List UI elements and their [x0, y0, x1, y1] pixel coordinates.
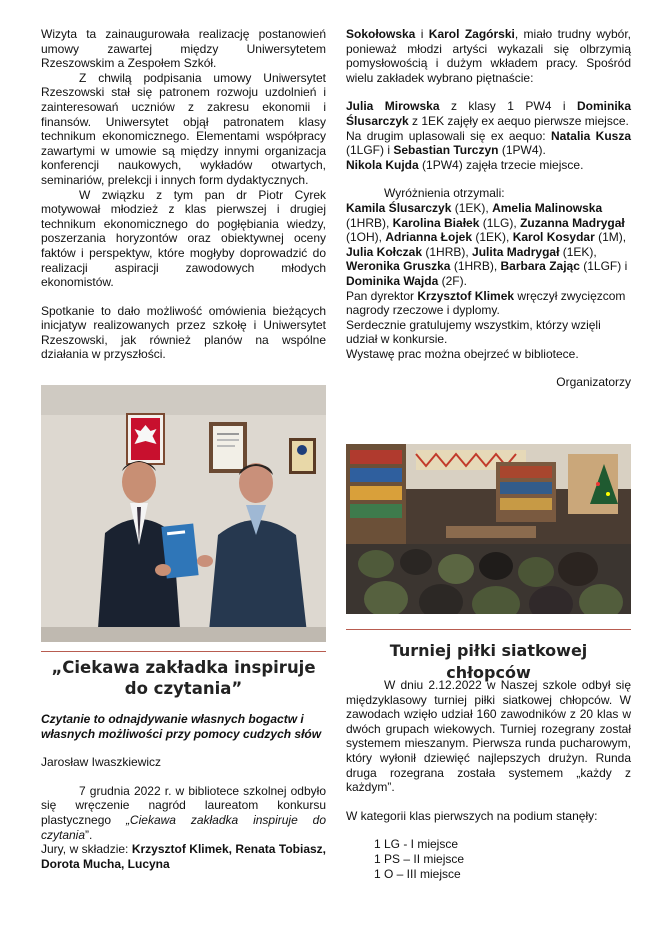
signature: Organizatorzy — [556, 375, 631, 390]
paragraph — [346, 129, 631, 158]
mention-class: (1HRB), — [422, 244, 473, 259]
mention-class: (1LGF) — [579, 259, 622, 274]
jury-name: Sokołowska — [346, 27, 416, 41]
paragraph: Z chwilą podpisania umowy Uniwersytet Rzeszowski stał się patronem rozwoju uzdolnień i zainteresowań uczniów z zakresu ekonomii i finansów. Uniwersytet objął patronatem klasy technikum ekonomicznego. Elementami współpracy zawartymi w umowie są między innymi organizacja konferencji naukowych, wykładów otwartych, seminariów, prelekcji i innych form dydaktycznych. — [41, 70, 326, 187]
list-item: 1 PS – II miejsce — [374, 851, 465, 866]
director-name: Krzysztof Klimek — [417, 288, 515, 303]
mention-name: Karol Kosydar — [512, 230, 595, 245]
paragraph — [346, 27, 631, 85]
library-photo — [346, 444, 631, 614]
mention-name: Zuzanna Madrygał — [520, 215, 625, 230]
mention-class: (1HRB), — [450, 259, 501, 274]
text-span: , miało trudny wybór, ponieważ młodzi artyści wykazali się olbrzymią pomysłowością i dużym wkładem pracy. Spośród wielu zakładek wybrano piętnaście: — [346, 27, 631, 85]
left-intro-text — [41, 27, 326, 362]
title-rule — [346, 629, 631, 630]
mention-class: (1M), — [594, 230, 627, 245]
jury-name: Karol Zagórski — [428, 27, 515, 41]
paragraph: Wizyta ta zainaugurowała realizację postanowień umowy zawartej między Uniwersytetem Rzeszowskim a Zespołem Szkół. — [41, 27, 326, 71]
text-span: Na drugim uplasowali się ex aequo: — [346, 128, 551, 143]
paragraph: Serdecznie gratulujemy wszystkim, którzy wzięli udział w konkursie. — [346, 317, 601, 347]
mention-name: Adrianna Łojek — [385, 230, 473, 245]
text-span: (1LGF) i — [346, 143, 394, 158]
honorable-mentions-title: Wyróżnienia otrzymali: — [384, 186, 505, 201]
volleyball-article-text — [346, 678, 631, 881]
text-span: z 1EK zajęły ex aequo pierwsze miejsce. — [408, 113, 629, 128]
mention-class: (1OH), — [346, 230, 386, 245]
contest-name: „Ciekawa zakładka inspiruje do czytania — [41, 812, 326, 842]
paragraph: W kategorii klas pierwszych na podium stanęły: — [346, 808, 598, 823]
article-quote: Czytanie to odnajdywanie własnych bogactw i własnych możliwości przy pomocy cudzych słów — [41, 712, 322, 741]
paragraph: W dniu 2.12.2022 w Naszej szkole odbył się międzyklasowy turniej piłki siatkowej chłopców. W zawodach wzięło udział 160 zawodników z 20 klas w dwóch grupach wiekowych. Turniej rozegrany został systemem mieszanym. Pierwsza runda pucharowym, który wyłonił dziewięć najlepszych drużyn. Runda druga rozegrana została systemem „każdy z każdym”. — [346, 678, 631, 795]
mention-class: (1LG), — [479, 215, 521, 230]
paragraph: W związku z tym pan dr Piotr Cyrek motywował młodzież z klas pierwszej i drugiej technikum ekonomicznego do pogłębiania wiedzy, poszerzania horyzontów oraz obiektywnej oceny faktów i perspektyw, które mogłyby doprowadzić do realizacji aspiracji zawodowych młodych ekonomistów. — [41, 187, 326, 290]
text-span: z klasy 1 PW4 i — [439, 99, 577, 114]
text-span: Jury, w składzie: — [41, 842, 132, 857]
library-photo-illustration — [346, 444, 631, 614]
left-article-text — [41, 712, 326, 871]
text-span: wręczył zwycięzcom nagrody rzeczowe i dyplomy. — [346, 288, 626, 318]
text-span: i — [621, 259, 628, 274]
quote-author: Jarosław Iwaszkiewicz — [41, 755, 162, 770]
paragraph — [41, 842, 326, 871]
article-title-volleyball: Turniej piłki siatkowej chłopców — [389, 641, 588, 682]
winner-name: Sebastian Turczyn — [393, 143, 499, 158]
paragraph — [346, 99, 631, 128]
mention-name: Kamila Ślusarczyk — [346, 200, 452, 215]
paragraph — [41, 784, 326, 842]
mention-name: Dominika Wajda — [346, 273, 439, 288]
mention-class: (1EK), — [451, 200, 493, 215]
mention-name: Barbara Zając — [500, 259, 580, 274]
mention-class: (1EK), — [559, 244, 597, 259]
signing-photo — [41, 385, 326, 642]
text-span: i — [415, 27, 429, 41]
paragraph — [346, 289, 631, 318]
list-item: 1 O – III miejsce — [374, 866, 461, 881]
paragraph: Spotkanie to dało możliwość omówienia bieżących inicjatyw realizowanych przez szkołę i Uniwersytet Rzeszowski, jak również planów na wspólne działania w przyszłości. — [41, 303, 326, 362]
winner-name: Natalia Kusza — [550, 128, 631, 143]
mention-name: Amelia Malinowska — [492, 200, 603, 215]
list-item: 1 LG - I miejsce — [374, 837, 459, 852]
signing-photo-illustration — [41, 385, 326, 642]
mention-name: Julita Madrygał — [472, 244, 560, 259]
text-span: 7 grudnia 2022 r. w bibliotece szkolnej odbyło się wręczenie nagród laureatom konkursu plastycznego — [41, 783, 326, 827]
jury-names: Krzysztof Klimek, Renata Tobiasz, Dorota Mucha, Lucyna — [41, 842, 327, 871]
mention-name: Weronika Gruszka — [346, 259, 451, 274]
text-span: ”. — [85, 827, 93, 842]
right-contest-text — [346, 27, 631, 390]
paragraph: Wystawę prac można obejrzeć w bibliotece. — [346, 346, 579, 361]
honorable-mentions-list — [346, 201, 631, 289]
text-span: (1PW4). — [498, 143, 546, 158]
mention-class: (2F). — [438, 273, 467, 288]
winner-name: Julia Mirowska — [346, 99, 440, 114]
winner-name: Nikola Kujda — [346, 157, 419, 172]
winner-name: Dominika Ślusarczyk — [346, 99, 631, 128]
article-title-bookmark: „Ciekawa zakładka inspiruje do czytania” — [51, 658, 316, 698]
paragraph — [346, 158, 631, 173]
podium-list — [346, 837, 631, 881]
title-rule — [41, 651, 326, 652]
text-span: Pan dyrektor — [346, 288, 418, 303]
mention-name: Julia Kołczak — [346, 244, 423, 259]
mention-class: (1HRB), — [346, 215, 393, 230]
mention-class: (1EK), — [472, 230, 513, 245]
mention-name: Karolina Białek — [392, 215, 480, 230]
text-span: (1PW4) zajęła trzecie miejsce. — [418, 157, 584, 172]
